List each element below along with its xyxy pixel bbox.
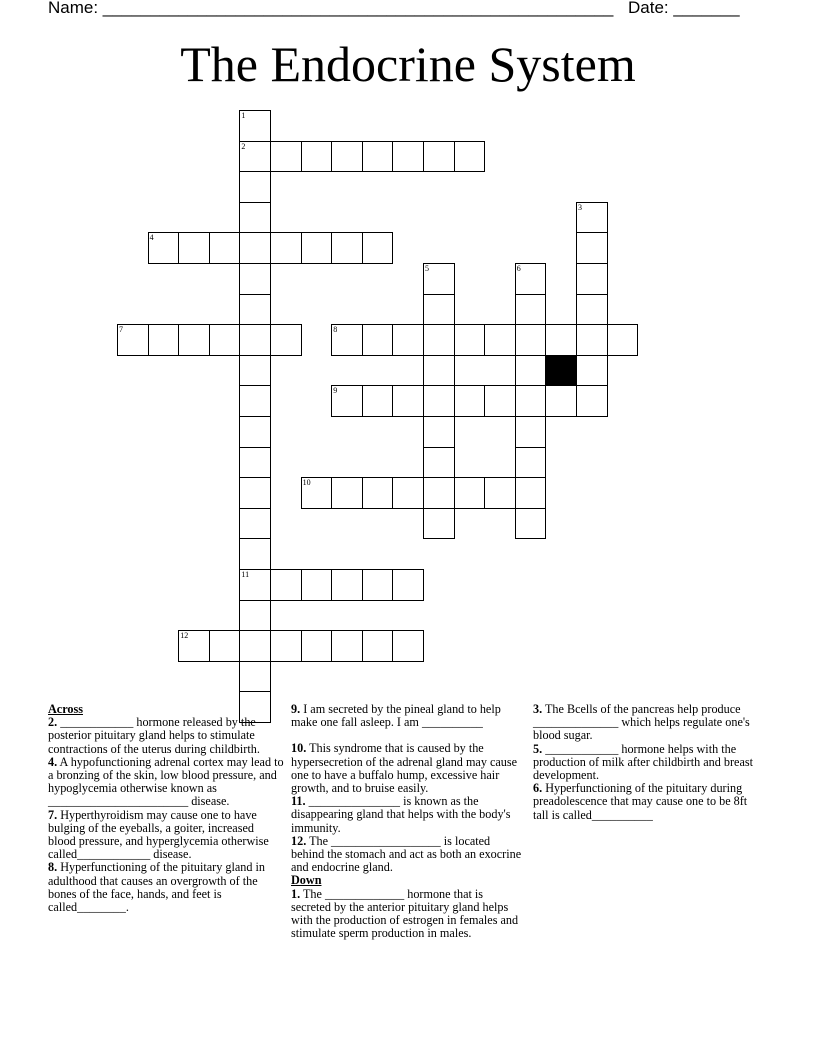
clue-across-2 (48, 716, 284, 756)
clue-number: 3. (533, 702, 543, 716)
crossword-cell[interactable] (454, 324, 486, 356)
crossword-cell[interactable] (239, 171, 271, 203)
crossword-cell[interactable] (576, 355, 608, 387)
crossword-cell[interactable] (239, 385, 271, 417)
clue-down-3 (533, 703, 765, 743)
crossword-cell[interactable] (362, 630, 394, 662)
crossword-cell[interactable] (148, 324, 180, 356)
clue-text: Hyperthyroidism may cause one to have bulging of the eyeballs, a goiter, increased blood pressure, and hyperglycemia otherwise called____________ disease. (48, 807, 269, 862)
crossword-cell[interactable] (515, 355, 547, 387)
clue-number: 1. (291, 886, 301, 901)
clue-across-8 (48, 861, 284, 914)
crossword-cell[interactable] (392, 477, 424, 509)
clue-number: 8. (48, 860, 58, 875)
clue-number: 9. (291, 702, 301, 716)
clue-down-5 (533, 743, 765, 783)
crossword-cell[interactable] (515, 324, 547, 356)
crossword-cell[interactable] (239, 477, 271, 509)
clue-text: A hypofunctioning adrenal cortex may lead to a bronzing of the skin, low blood pressure, and hypoglycemia otherwise known as _______________________ disease. (48, 754, 284, 809)
clue-number: 12. (291, 833, 307, 848)
crossword-cell[interactable] (178, 324, 210, 356)
crossword-cell[interactable] (484, 477, 516, 509)
crossword-cell[interactable] (576, 385, 608, 417)
crossword-cell[interactable] (545, 385, 577, 417)
crossword-cell[interactable] (607, 324, 639, 356)
crossword-cell[interactable] (362, 324, 394, 356)
crossword-cell[interactable] (362, 141, 394, 173)
crossword-cell[interactable] (239, 508, 271, 540)
crossword-cell[interactable] (270, 630, 302, 662)
clue-number: 11. (291, 794, 306, 809)
crossword-cell[interactable] (545, 324, 577, 356)
crossword-cell[interactable] (362, 477, 394, 509)
clue-number-label: 6 (516, 264, 521, 273)
crossword-cell[interactable] (454, 385, 486, 417)
crossword-cell[interactable] (392, 385, 424, 417)
clue-number: 2. (48, 715, 58, 730)
clue-number-label: 11 (241, 570, 250, 579)
clue-number-label: 9 (333, 386, 338, 396)
crossword-cell[interactable] (270, 324, 302, 356)
clue-text: Hyperfunctioning of the pituitary gland in adulthood that causes an overgrowth of the bones of the face, hands, and feet is called________. (48, 860, 265, 915)
clue-number: 7. (48, 807, 58, 822)
across-heading: Across (48, 702, 83, 716)
crossword-cell[interactable] (239, 538, 271, 570)
crossword-cell[interactable] (423, 355, 455, 387)
crossword-cell[interactable] (239, 630, 271, 662)
clue-number: 5. (533, 741, 543, 756)
clue-number-label: 12 (180, 631, 189, 641)
crossword-cell[interactable] (362, 385, 394, 417)
crossword-cell[interactable] (484, 324, 516, 356)
clue-number-label: 1 (241, 111, 246, 120)
clue-number-label: 4 (149, 233, 154, 243)
crossword-cell[interactable] (484, 385, 516, 417)
crossword-cell[interactable] (209, 232, 241, 264)
crossword-cell[interactable] (301, 569, 333, 601)
crossword-cell[interactable] (454, 141, 486, 173)
crossword-cell[interactable] (239, 447, 271, 479)
crossword-cell[interactable] (515, 416, 547, 448)
clue-text: _______________ is known as the disappearing gland that helps with the body's immunity. (291, 794, 511, 835)
crossword-cell[interactable] (239, 232, 271, 264)
crossword-cell[interactable] (301, 141, 333, 173)
crossword-block (545, 355, 577, 387)
name-field-label: Name: ______________________________________________________ (48, 0, 614, 17)
crossword-cell[interactable] (515, 508, 547, 540)
clue-number-label: 10 (302, 478, 311, 488)
clue-number-label: 5 (425, 264, 429, 273)
crossword-cell[interactable] (239, 202, 271, 234)
crossword-cell[interactable] (423, 447, 455, 479)
clue-number-label: 2 (241, 141, 246, 151)
clue-across-7 (48, 809, 284, 862)
crossword-cell[interactable] (576, 324, 608, 356)
crossword-cell[interactable] (331, 630, 363, 662)
crossword-cell[interactable] (423, 416, 455, 448)
clue-text: I am secreted by the pineal gland to help make one fall asleep. I am __________ (291, 702, 501, 730)
crossword-cell[interactable] (301, 630, 333, 662)
crossword-cell[interactable] (178, 232, 210, 264)
crossword-cell[interactable] (270, 141, 302, 173)
crossword-cell[interactable] (209, 324, 241, 356)
crossword-cell[interactable] (239, 600, 271, 632)
crossword-cell[interactable] (239, 355, 271, 387)
crossword-cell[interactable] (454, 477, 486, 509)
crossword-cell[interactable] (515, 385, 547, 417)
clue-number: 10. (291, 741, 307, 756)
clue-across-9 (291, 703, 525, 729)
crossword-cell[interactable] (392, 630, 424, 662)
crossword-cell[interactable] (239, 416, 271, 448)
clue-across-4 (48, 756, 284, 809)
crossword-cell[interactable] (270, 569, 302, 601)
clue-number: 4. (48, 754, 58, 769)
clue-number-label: 3 (578, 202, 582, 212)
crossword-cell[interactable] (392, 324, 424, 356)
crossword-cell[interactable] (362, 232, 394, 264)
crossword-cell[interactable] (423, 294, 455, 326)
page-title: The Endocrine System (180, 36, 636, 92)
clue-text: The Bcells of the pancreas help produce ______________ which helps regulate one's blood sugar. (533, 702, 750, 743)
crossword-cell[interactable] (423, 508, 455, 540)
crossword-cell[interactable] (270, 232, 302, 264)
clue-down-1 (291, 888, 525, 941)
down-heading: Down (291, 873, 322, 888)
crossword-cell[interactable] (515, 447, 547, 479)
crossword-cell[interactable] (301, 232, 333, 264)
clue-text: This syndrome that is caused by the hypersecretion of the adrenal gland may cause one to have a buffalo hump, excessive hair growth, and to bruise easily. (291, 741, 518, 796)
crossword-cell[interactable] (515, 294, 547, 326)
clues-column-2 (291, 703, 525, 940)
crossword-cell[interactable] (576, 232, 608, 264)
crossword-cell[interactable] (362, 569, 394, 601)
clue-number: 6. (533, 781, 543, 796)
clue-across-10 (291, 742, 525, 795)
crossword-cell[interactable] (423, 141, 455, 173)
crossword-cell[interactable] (239, 324, 271, 356)
clue-text: ____________ hormone helps with the production of milk after childbirth and breast development. (533, 741, 753, 783)
clue-text: Hyperfunctioning of the pituitary during preadolescence that may cause one to be 8ft tall is called__________ (533, 781, 748, 822)
crossword-cell[interactable] (239, 661, 271, 693)
crossword-cell[interactable] (331, 232, 363, 264)
crossword-cell[interactable] (331, 569, 363, 601)
clue-text: ____________ hormone released by the posterior pituitary gland helps to stimulate contractions of the uterus during childbirth. (48, 715, 260, 756)
crossword-cell[interactable] (209, 630, 241, 662)
clues-column-3 (533, 703, 765, 822)
date-field-label: Date: _______ (628, 0, 740, 17)
clue-across-11 (291, 795, 525, 835)
crossword-cell[interactable] (331, 477, 363, 509)
clues-column-1 (48, 703, 284, 914)
crossword-cell[interactable] (576, 263, 608, 295)
clue-number-label: 7 (119, 325, 123, 335)
crossword-cell[interactable] (515, 477, 547, 509)
clue-down-6 (533, 782, 765, 822)
crossword-cell[interactable] (392, 569, 424, 601)
crossword-cell[interactable] (423, 477, 455, 509)
crossword-cell[interactable] (392, 141, 424, 173)
crossword-cell[interactable] (239, 263, 271, 295)
clue-text: The _____________ hormone that is secreted by the anterior pituitary gland helps with the production of estrogen in females and stimulate sperm production in males. (291, 886, 519, 941)
crossword-cell[interactable] (331, 141, 363, 173)
crossword-cell[interactable] (423, 385, 455, 417)
clue-across-12 (291, 835, 525, 875)
crossword-cell[interactable] (576, 294, 608, 326)
clue-number-label: 8 (333, 325, 338, 335)
clue-text: The __________________ is located behind the stomach and act as both an exocrine and endocrine gland. (291, 833, 522, 875)
crossword-cell[interactable] (423, 324, 455, 356)
crossword-cell[interactable] (239, 294, 271, 326)
